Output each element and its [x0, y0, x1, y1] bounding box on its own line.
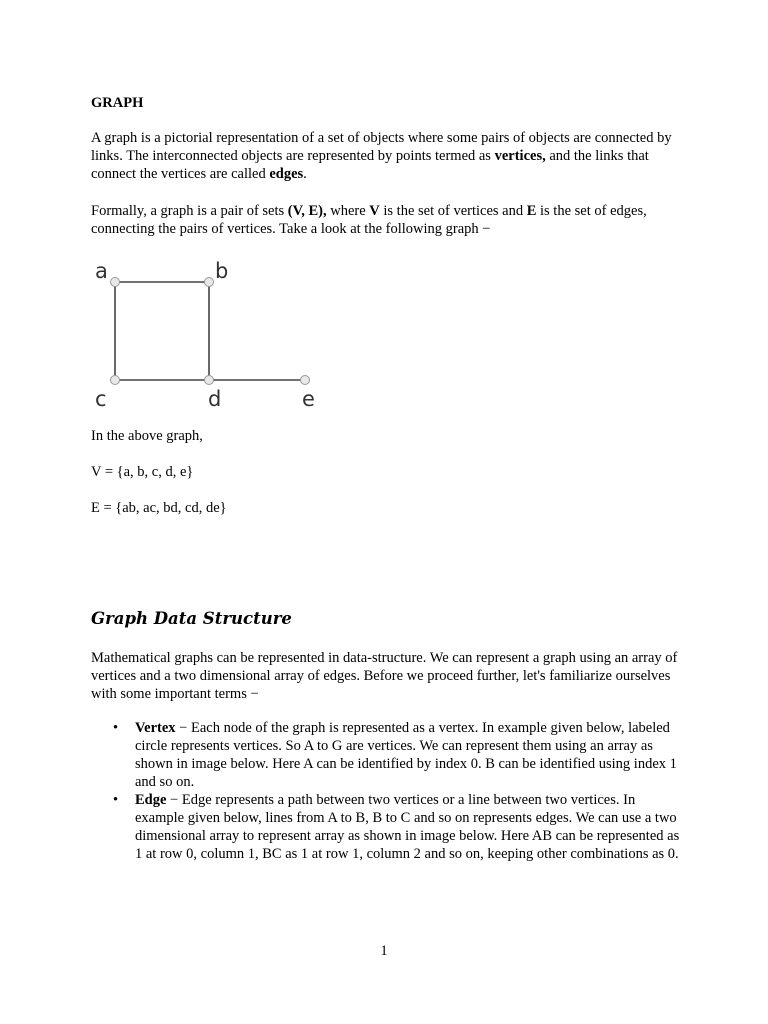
intro-text-1: A graph is a pictorial representation of a set of objects where some pairs of objects are connected by links. The interconnected objects are represented by points termed as	[91, 130, 672, 164]
intro-text-3: .	[303, 166, 307, 182]
vertex-c	[111, 376, 120, 385]
v-symbol: V	[369, 203, 380, 219]
section-intro-paragraph: Mathematical graphs can be represented in data-structure. We can represent a graph using an array of vertices and a two dimensional array of edges. Before we proceed further, let's familiarize ourselves with some important terms −	[91, 650, 678, 702]
above-graph-text: In the above graph,	[91, 428, 203, 444]
term-vertex: Vertex	[135, 720, 176, 736]
vertices-term: vertices,	[494, 148, 546, 164]
label-a: a	[95, 259, 108, 283]
section-title: Graph Data Structure	[91, 609, 292, 628]
list-item	[91, 791, 681, 863]
page-heading: GRAPH	[91, 95, 144, 111]
vertex-b	[205, 278, 214, 287]
formal-definition-paragraph	[91, 202, 681, 238]
vertex-a	[111, 278, 120, 287]
edges-term: edges	[269, 166, 304, 182]
formal-text-1: Formally, a graph is a pair of sets	[91, 203, 288, 219]
terms-list	[91, 719, 681, 863]
vertex-e	[301, 376, 310, 385]
intro-paragraph	[91, 129, 681, 183]
vertex-set: V = {a, b, c, d, e}	[91, 464, 194, 480]
bullet: •	[113, 792, 119, 808]
vertex-d	[205, 376, 214, 385]
term-edge-description: − Edge represents a path between two vertices or a line between two vertices. In example given below, lines from A to B, B to C and so on represents edges. We can use a two dimensional array to represent array as shown in image below. Here AB can be represented as 1 at row 0, column 1, BC as 1 at row 1, column 2 and so on, keeping other combinations as 0.	[135, 792, 680, 862]
formal-text-4: is the set of edges, connecting the pairs of vertices. Take a look at the following graph −	[91, 203, 647, 237]
e-symbol: E	[526, 203, 537, 219]
label-d: d	[208, 387, 222, 411]
term-vertex-description: − Each node of the graph is represented as a vertex. In example given below, labeled circle represents vertices. So A to G are vertices. We can represent them using an array as shown in image below. Here A can be identified by index 0. B can be identified using index 1 and so on.	[135, 720, 677, 790]
bullet: •	[113, 720, 119, 736]
list-item	[91, 719, 681, 791]
formal-text-2: where	[326, 203, 370, 219]
label-b: b	[215, 259, 229, 283]
ve-pair: (V, E),	[287, 203, 327, 219]
graph-diagram	[91, 256, 331, 412]
formal-text-3: is the set of vertices and	[379, 203, 527, 219]
label-e: e	[302, 387, 315, 411]
term-edge: Edge	[135, 792, 167, 808]
label-c: c	[95, 387, 107, 411]
edge-set: E = {ab, ac, bd, cd, de}	[91, 500, 227, 516]
page-number: 1	[380, 943, 388, 959]
intro-text-2: and the links that connect the vertices are called	[91, 148, 649, 182]
